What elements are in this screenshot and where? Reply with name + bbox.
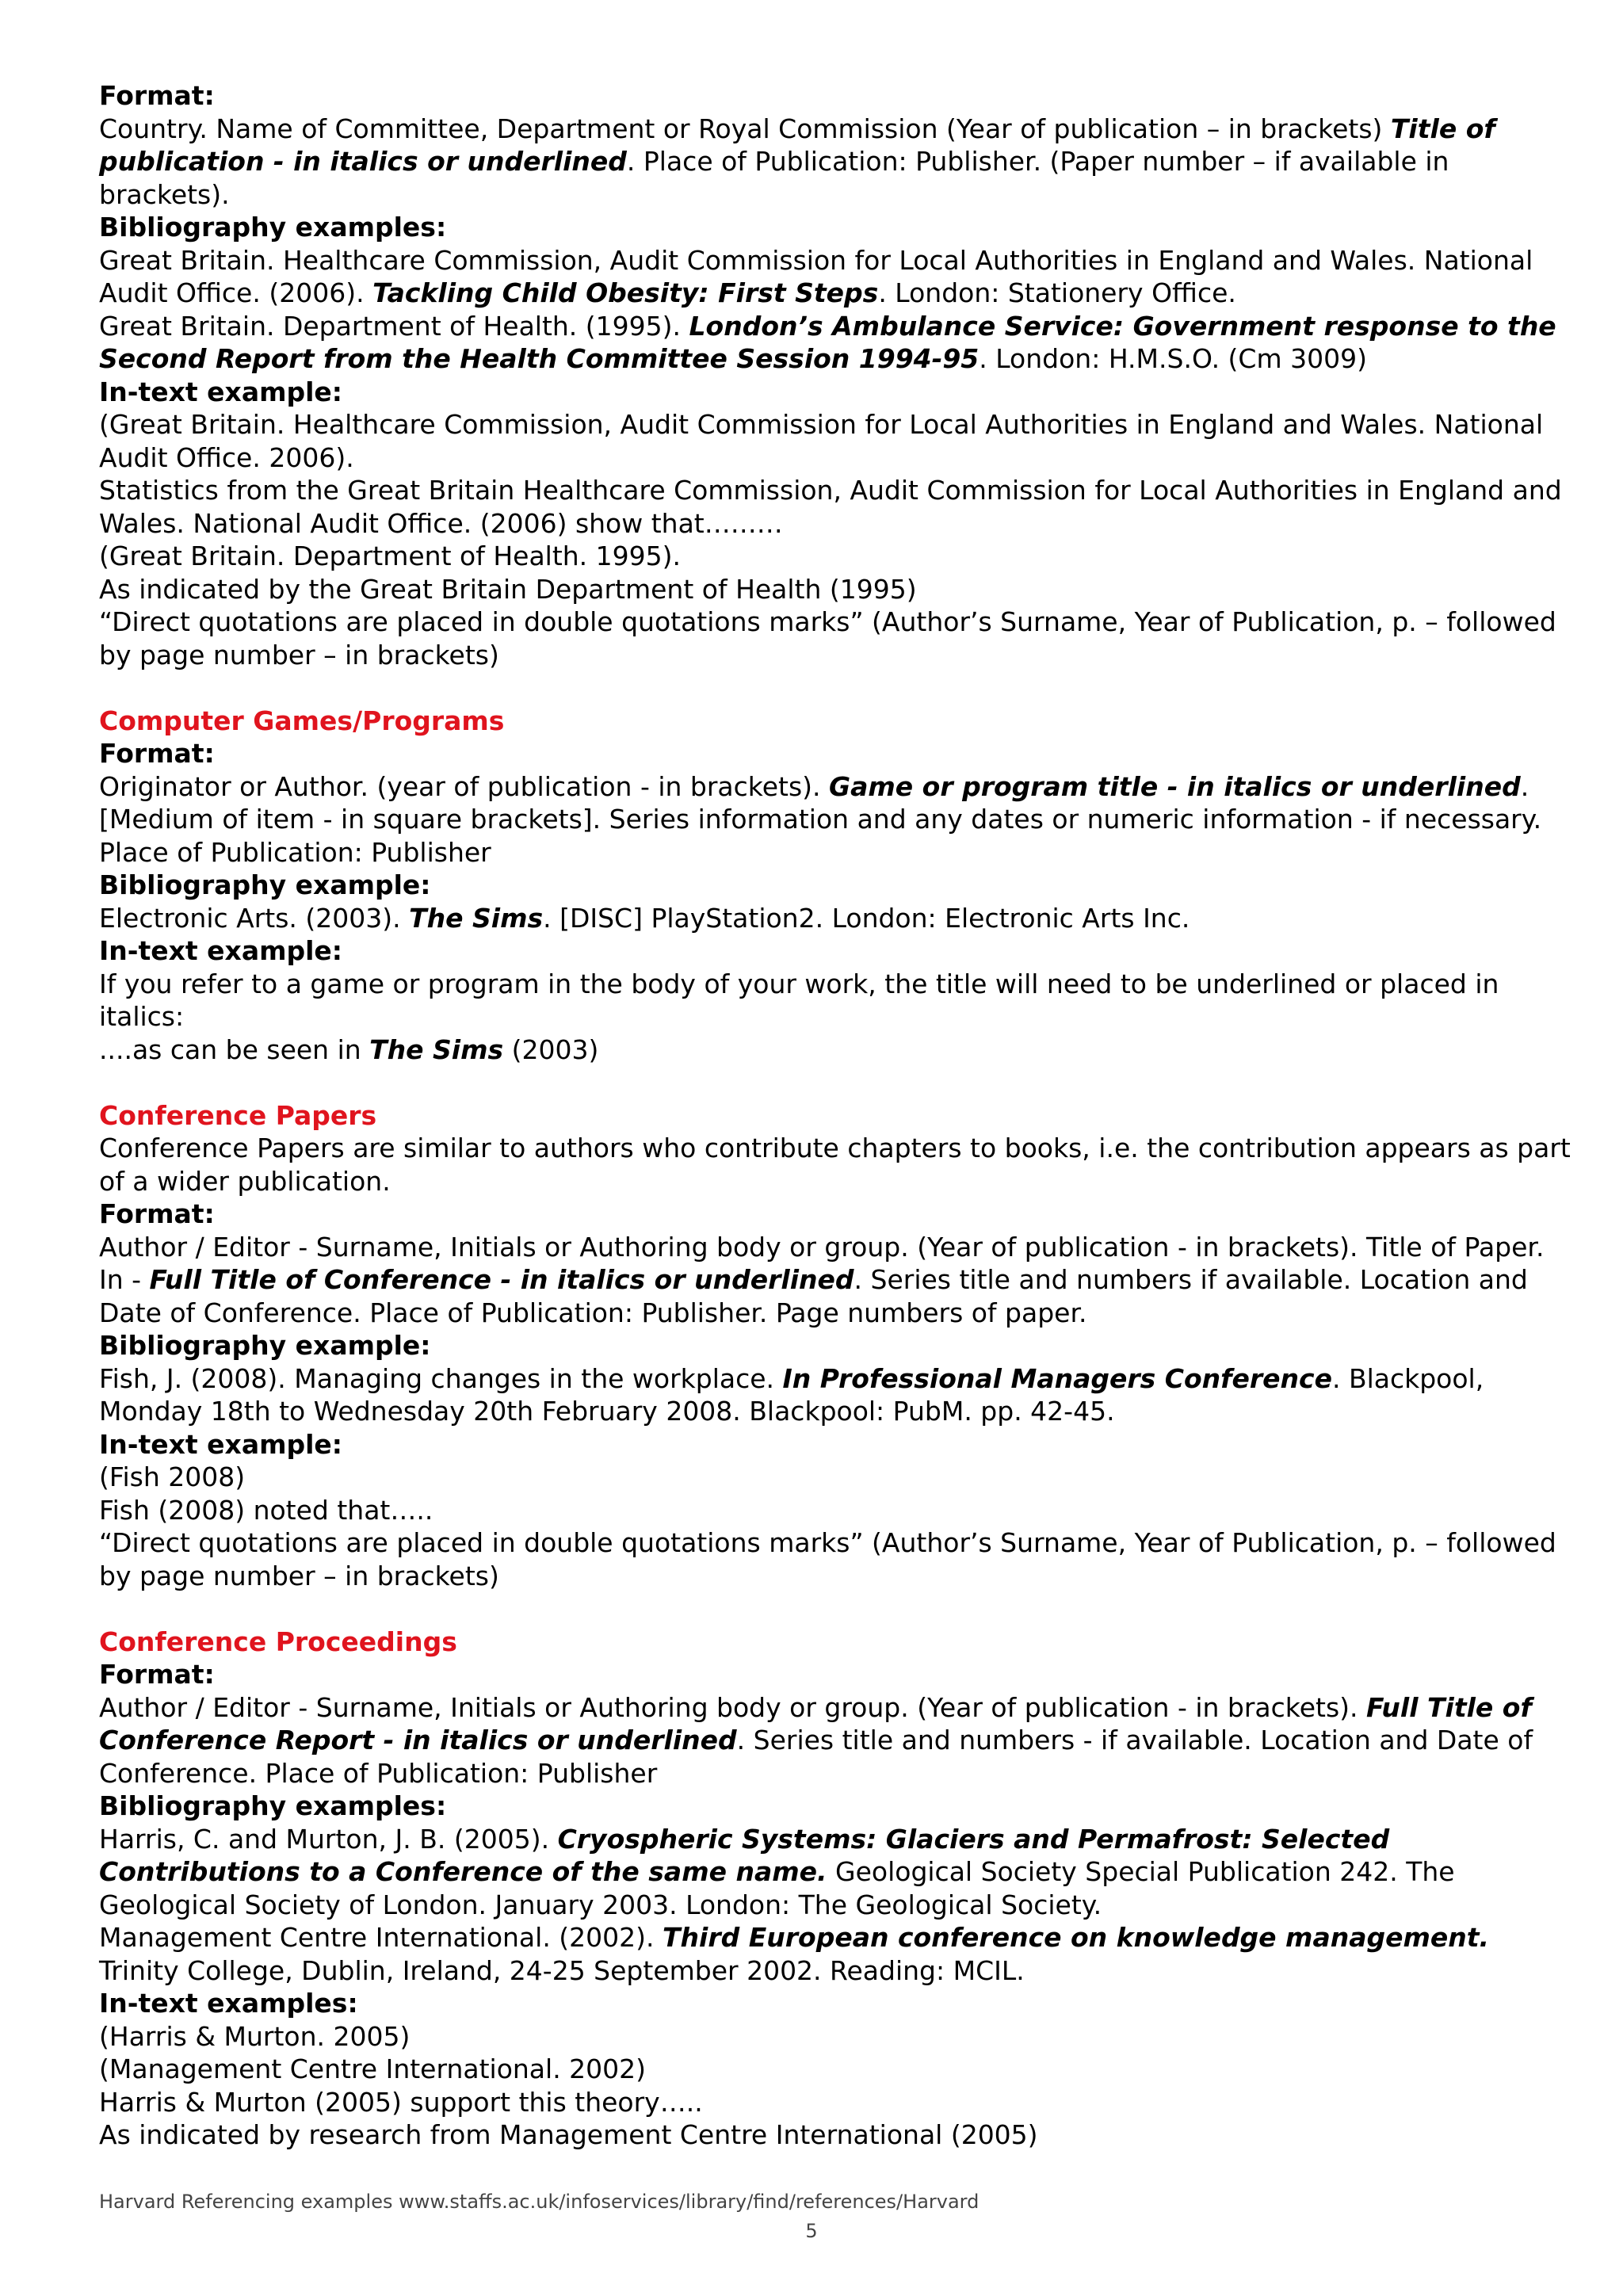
gov-intext-line: (Great Britain. Healthcare Commission, Audit Commission for Local Authorities in England and Wales. National Audit Office. 2006).	[99, 409, 1544, 473]
proceedings-bibliography-example-1: Harris, C. and Murton, J. B. (2005). Cryospheric Systems: Glaciers and Permafrost: Selected Contributions to a Conference of the same name. Geological Society Special Publication 242. The Geological Society of London. January 2003. London: The Geological Society.	[99, 1823, 1455, 1920]
gov-intext-line: “Direct quotations are placed in double quotations marks” (Author’s Surname, Year of Publication, p. – followed by page number – in brackets)	[99, 606, 1556, 670]
papers-bibliography-label: Bibliography example:	[99, 1330, 431, 1361]
gov-format-text: Country. Name of Committee, Department or Royal Commission (Year of publication – in brackets) Title of publication - in italics or underlined. Place of Publication: Publisher. (Paper number – if available in brackets).	[99, 113, 1495, 210]
proceedings-intext-line: As indicated by research from Management Centre International (2005)	[99, 2119, 1038, 2150]
games-format-text: Originator or Author. (year of publication - in brackets). Game or program title - in italics or underlined. [Medium of item - in square brackets]. Series information and any dates or numeric information - if necessary. Place of Publication: Publisher	[99, 770, 1542, 868]
section-heading-computer-games: Computer Games/Programs	[99, 705, 505, 736]
gov-intext-line: Statistics from the Great Britain Healthcare Commission, Audit Commission for Local Authorities in England and Wales. National Audit Office. (2006) show that………	[99, 475, 1562, 539]
proceedings-bibliography-label: Bibliography examples:	[99, 1790, 447, 1821]
section-heading-conference-proceedings: Conference Proceedings	[99, 1626, 457, 1657]
gov-intext-label: In-text example:	[99, 376, 343, 407]
proceedings-bibliography-example-2: Management Centre International. (2002). Third European conference on knowledge management. Trinity College, Dublin, Ireland, 24-25 September 2002. Reading: MCIL.	[99, 1922, 1490, 1986]
gov-bibliography-example-2: Great Britain. Department of Health. (1995). London’s Ambulance Service: Government response to the Second Report from the Health Committee Session 1994-95. London: H.M.S.O. (Cm 3009)	[99, 310, 1556, 374]
gov-bibliography-example-1: Great Britain. Healthcare Commission, Audit Commission for Local Authorities in England and Wales. National Audit Office. (2006). Tackling Child Obesity: First Steps. London: Stationery Office.	[99, 244, 1533, 308]
games-bibliography-label: Bibliography example:	[99, 869, 431, 900]
gov-intext-line: (Great Britain. Department of Health. 1995).	[99, 541, 682, 571]
papers-intext-label: In-text example:	[99, 1428, 343, 1460]
papers-intext-line: “Direct quotations are placed in double quotations marks” (Author’s Surname, Year of Publication, p. – followed by page number – in brackets)	[99, 1527, 1556, 1591]
gov-intext-line: As indicated by the Great Britain Department of Health (1995)	[99, 573, 917, 605]
games-intext-line: ....as can be seen in The Sims (2003)	[99, 1033, 599, 1065]
proceedings-format-text: Author / Editor - Surname, Initials or Authoring body or group. (Year of publication - in brackets). Full Title of Conference Report - in italics or underlined. Series title and numbers - if available. Location and Date of Conference. Place of Publication: Publisher	[99, 1691, 1533, 1789]
papers-format-label: Format:	[99, 1198, 215, 1229]
proceedings-intext-label: In-text examples:	[99, 1988, 358, 2019]
games-format-label: Format:	[99, 738, 215, 769]
proceedings-intext-line: Harris & Murton (2005) support this theory…..	[99, 2086, 703, 2118]
papers-bibliography-example: Fish, J. (2008). Managing changes in the workplace. In Professional Managers Conference. Blackpool, Monday 18th to Wednesday 20th February 2008. Blackpool: PubM. pp. 42-45.	[99, 1362, 1484, 1427]
proceedings-format-label: Format:	[99, 1659, 215, 1690]
proceedings-intext-line: (Management Centre International. 2002)	[99, 2053, 647, 2084]
section-heading-conference-papers: Conference Papers	[99, 1099, 377, 1131]
games-intext-label: In-text example:	[99, 935, 343, 966]
gov-bibliography-label: Bibliography examples:	[99, 212, 447, 243]
proceedings-intext-line: (Harris & Murton. 2005)	[99, 2020, 411, 2052]
games-intext-line: If you refer to a game or program in the body of your work, the title will need to be underlined or placed in italics:	[99, 968, 1499, 1032]
papers-intro: Conference Papers are similar to authors who contribute chapters to books, i.e. the contribution appears as part of a wider publication.	[99, 1133, 1571, 1197]
gov-format-label: Format:	[99, 80, 215, 111]
games-bibliography-example: Electronic Arts. (2003). The Sims. [DISC] PlayStation2. London: Electronic Arts Inc.	[99, 902, 1190, 934]
papers-intext-line: (Fish 2008)	[99, 1461, 246, 1492]
page-number: 5	[805, 2220, 818, 2242]
papers-format-text: Author / Editor - Surname, Initials or Authoring body or group. (Year of publication - in brackets). Title of Paper. In - Full Title of Conference - in italics or underlined. Series title and numbers if available. Location and Date of Conference. Place of Publication: Publisher. Page numbers of paper.	[99, 1231, 1545, 1328]
page-footer: Harvard Referencing examples www.staffs.ac.uk/infoservices/library/find/references/Harvard	[99, 2191, 980, 2213]
papers-intext-line: Fish (2008) noted that…..	[99, 1494, 433, 1526]
